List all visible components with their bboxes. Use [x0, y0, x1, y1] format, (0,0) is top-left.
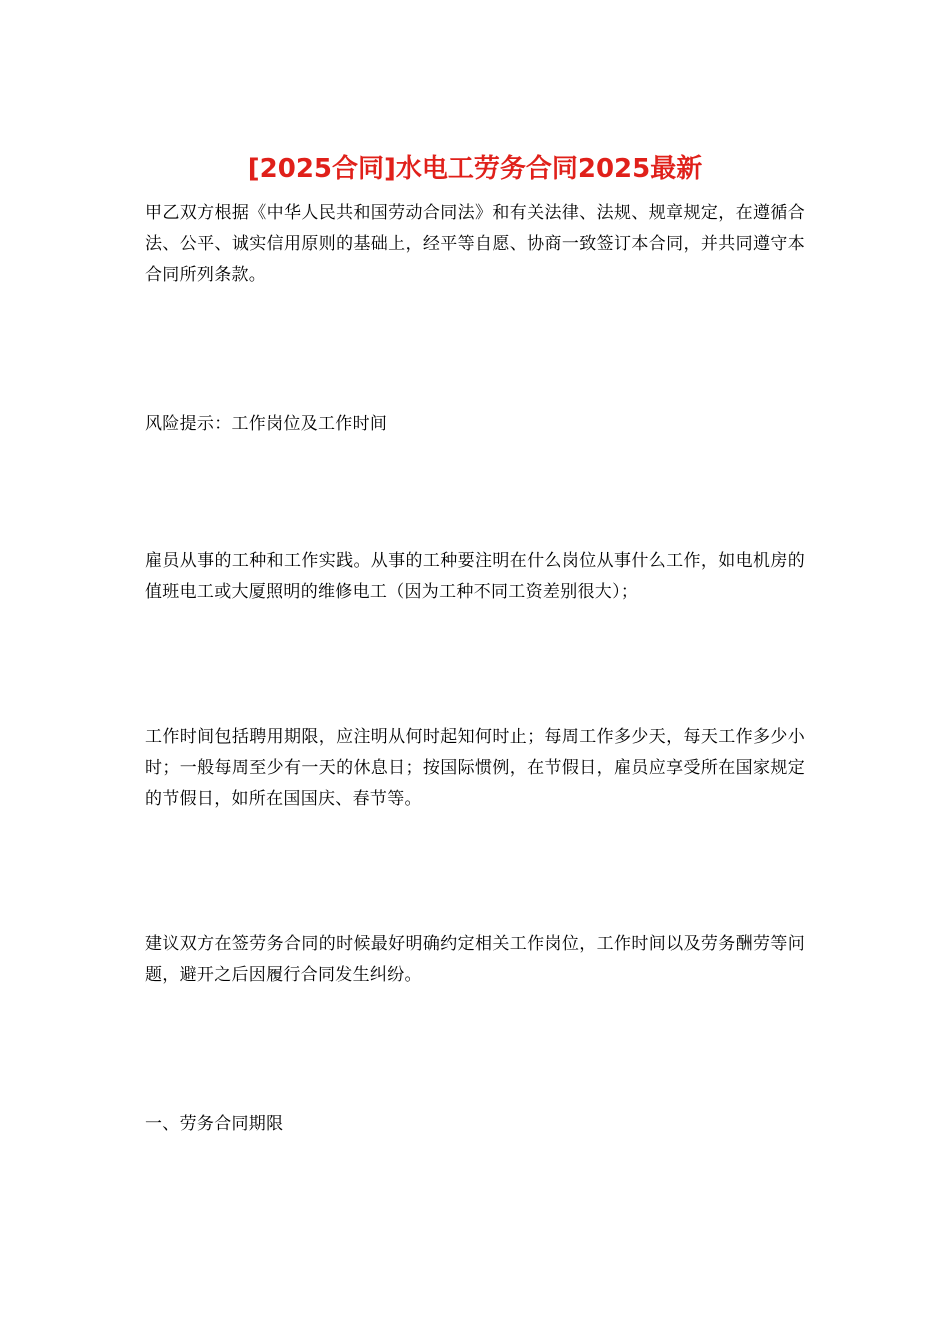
employee-work-type-paragraph: 雇员从事的工种和工作实践。从事的工种要注明在什么岗位从事什么工作，如电机房的值班电工或大厦照明的维修电工（因为工种不同工资差别很大）； — [145, 551, 805, 602]
risk-notice-paragraph: 风险提示：工作岗位及工作时间 — [145, 414, 388, 434]
work-time-paragraph: 工作时间包括聘用期限，应注明从何时起知何时止；每周工作多少天，每天工作多少小时；一般每周至少有一天的休息日；按国际惯例，在节假日，雇员应享受所在国家规定的节假日，如所在国国庆、春节等。 — [145, 727, 805, 809]
section-heading-contract-term: 一、劳务合同期限 — [145, 1114, 284, 1134]
advice-paragraph: 建议双方在签劳务合同的时候最好明确约定相关工作岗位，工作时间以及劳务酬劳等问题，避开之后因履行合同发生纠纷。 — [145, 934, 805, 985]
document-title: [2025合同]水电工劳务合同2025最新 — [247, 154, 703, 184]
intro-paragraph: 甲乙双方根据《中华人民共和国劳动合同法》和有关法律、法规、规章规定，在遵循合法、公平、诚实信用原则的基础上，经平等自愿、协商一致签订本合同，并共同遵守本合同所列条款。 — [145, 203, 805, 285]
